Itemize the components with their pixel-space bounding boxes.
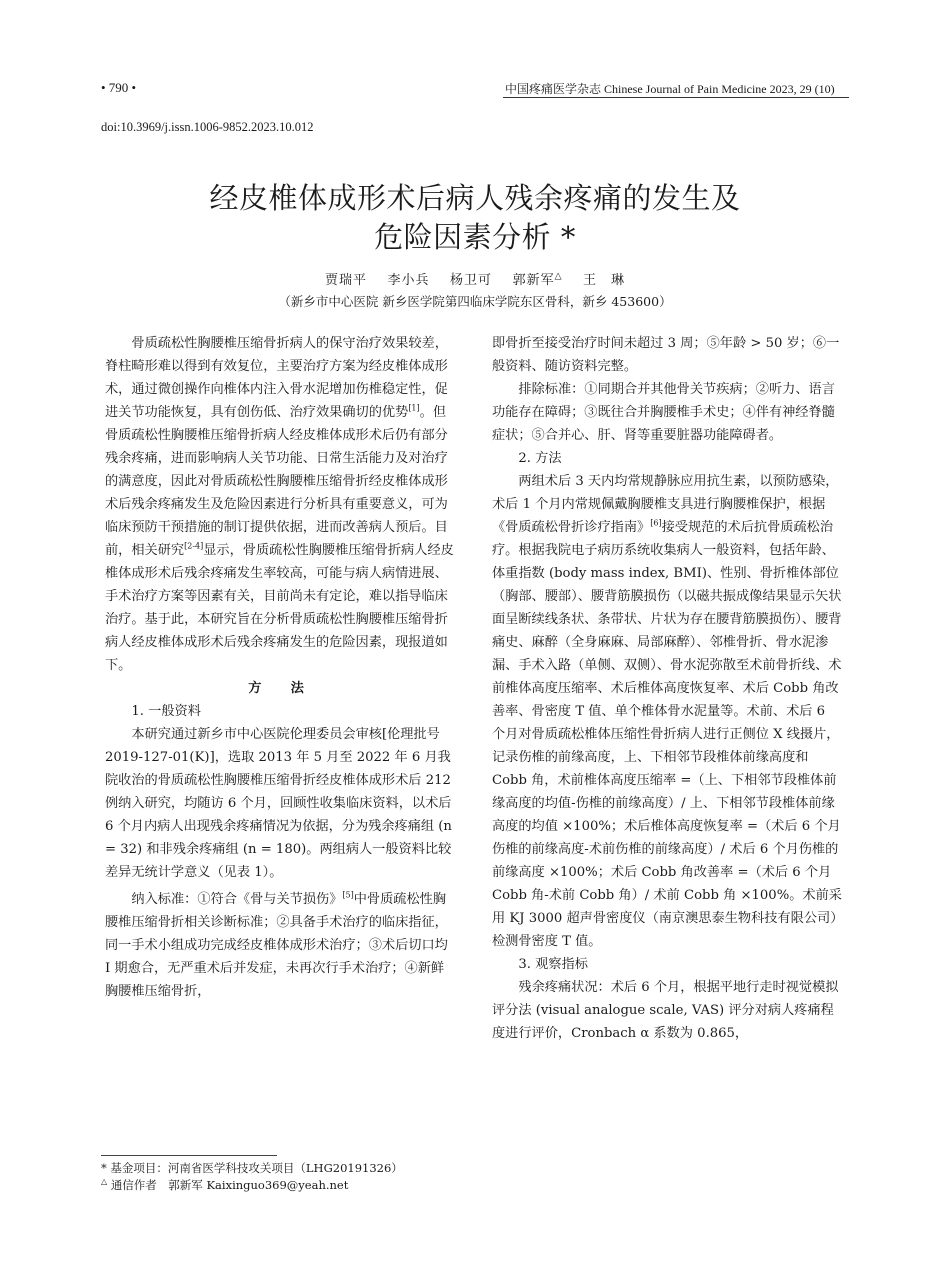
author-list xyxy=(90,269,860,288)
footnote-rule xyxy=(101,1155,277,1156)
author: 杨卫可 xyxy=(450,273,493,288)
subsection-heading-methods: 2. 方法 xyxy=(518,451,562,466)
header-rule xyxy=(503,97,849,98)
author: 王 琳 xyxy=(583,273,626,288)
citation[interactable]: [1] xyxy=(408,403,420,413)
general-data-paragraph: 本研究通过新乡市中心医院伦理委员会审核[伦理批号 2019-127-01(K)]，选取 2013 年 5 月至 2022 年 6 月我院收治的骨质疏松性胸腰椎压缩骨折经皮椎体成形术后 212 例纳入研究，均随访 6 个月，回顾性收集临床资料，以术后 6 个月内病人出现残余疼痛情况为依据，分为残余疼痛组 (n = 32) 和非残余疼痛组 (n = 180)。两组病人一般资料比较差异无统计学意义（见表 1）。 xyxy=(105,727,452,880)
author: 郭新军 xyxy=(512,273,555,288)
affiliation: （新乡市中心医院 新乡医学院第四临床学院东区骨科，新乡 453600） xyxy=(278,294,672,309)
left-column xyxy=(105,332,455,1003)
intro-paragraph: 骨质疏松性胸腰椎压缩骨折病人的保守治疗效果较差，脊柱畸形难以得到有效复位，主要治疗方案为经皮椎体成形术，通过微创操作向椎体内注入骨水泥增加伤椎稳定性，促进关节功能恢复，具有创伤低、治疗效果确切的优势[1]。但骨质疏松性胸腰椎压缩骨折病人经皮椎体成形术后仍有部分残余疼痛，进而影响病人关节功能、日常生活能力及对治疗的满意度，因此对骨质疏松性胸腰椎压缩骨折经皮椎体成形术后残余疼痛发生及危险因素进行分析具有重要意义，可为临床预防干预措施的制订提供依据，进而改善病人预后。目前，相关研究[2-4]显示，骨质疏松性胸腰椎压缩骨折病人经皮椎体成形术后残余疼痛发生率较高，可能与病人病情进展、手术治疗方案等因素有关，目前尚未有定论，难以指导临床治疗。基于此，本研究旨在分析骨质疏松性胸腰椎压缩骨折病人经皮椎体成形术后残余疼痛发生的危险因素，现报道如下。 xyxy=(105,336,454,673)
article-title-line-1: 经皮椎体成形术后病人残余疼痛的发生及 xyxy=(209,181,741,215)
author: 贾瑞平 xyxy=(324,273,367,288)
page-number: • 790 • xyxy=(101,80,137,95)
inclusion-criteria-continued: 即骨折至接受治疗时间未超过 3 周；⑤年龄 > 50 岁；⑥一般资料、随访资料完整。 xyxy=(492,336,840,374)
right-column xyxy=(492,332,842,1045)
methods-paragraph: 两组术后 3 天内均常规静脉应用抗生素，以预防感染，术后 1 个月内常规佩戴胸腰椎支具进行胸腰椎保护，根据《骨质疏松骨折诊疗指南》[6]接受规范的术后抗骨质疏松治疗。根据我院电子病历系统收集病人一般资料，包括年龄、体重指数 (body mass index, BMI)、性别、骨折椎体部位（胸部、腰部）、腰背筋膜损伤（以磁共振成像结果显示矢状面呈断续线条状、条带状、片状为存在腰背筋膜损伤）、腰背痛史、麻醉（全身麻麻、局部麻醉）、邻椎骨折、骨水泥渗漏、手术入路（单侧、双侧）、骨水泥弥散至术前骨折线、术前椎体高度压缩率、术后椎体高度恢复率、术后 Cobb 角改善率、骨密度 T 值、单个椎体骨水泥量等。术前、术后 6 个月对骨质疏松椎体压缩性骨折病人进行正侧位 X 线摄片，记录伤椎的前缘高度，上、下相邻节段椎体前缘高度和 Cobb 角，术前椎体高度压缩率 =（上、下相邻节段椎体前缘高度的均值-伤椎的前缘高度）/ 上、下相邻节段椎体前缘高度的均值 ×100%；术后椎体高度恢复率 =（术后 6 个月伤椎的前缘高度-术前伤椎的前缘高度）/ 术后 6 个月伤椎的前缘高度 ×100%；术后 Cobb 角改善率 =（术后 6 个月 Cobb 角-术前 Cobb 角）/ 术前 Cobb 角 ×100%。术前采用 KJ 3000 超声骨密度仪（南京澳思泰生物科技有限公司）检测骨密度 T 值。 xyxy=(492,474,842,949)
subsection-heading-observation: 3. 观察指标 xyxy=(518,957,588,972)
citation[interactable]: [2-4] xyxy=(184,541,204,551)
funding-footnote: * 基金项目：河南省医学科技攻关项目（LHG20191326） xyxy=(101,1161,403,1175)
inclusion-criteria: 纳入标准：①符合《骨与关节损伤》[5]中骨质疏松性胸腰椎压缩骨折相关诊断标准；②具备手术治疗的临床指征，同一手术小组成功完成经皮椎体成形术治疗；③术后切口均 I 期愈合，无严重术后并发症，未再次行手术治疗；④新鲜胸腰椎压缩骨折， xyxy=(105,890,448,999)
exclusion-criteria: 排除标准：①同期合并其他骨关节疾病；②听力、语言功能存在障碍；③既往合并胸腰椎手术史；④伴有神经脊髓症状；⑤合并心、肝、肾等重要脏器功能障碍者。 xyxy=(492,382,835,443)
doi[interactable]: doi:10.3969/j.issn.1006-9852.2023.10.012 xyxy=(101,120,314,134)
corresponding-mark: △ xyxy=(101,1177,108,1187)
author: 李小兵 xyxy=(387,273,430,288)
citation[interactable]: [6] xyxy=(650,518,662,528)
methods-heading: 方 法 xyxy=(248,681,312,696)
article-title-line-2: 危险因素分析 * xyxy=(374,220,576,254)
subsection-heading-general: 1. 一般资料 xyxy=(131,704,201,719)
correspondence-footnote: △ 通信作者 郭新军 Kaixinguo369@yeah.net xyxy=(101,1177,349,1192)
citation[interactable]: [5] xyxy=(342,890,354,900)
observation-paragraph: 残余疼痛状况：术后 6 个月，根据平地行走时视觉模拟评分法 (visual analogue scale, VAS) 评分对病人疼痛程度进行评价，Cronbach α 系数为 0.865， xyxy=(492,980,839,1041)
corresponding-mark: △ xyxy=(554,271,563,282)
journal-header: 中国疼痛医学杂志 Chinese Journal of Pain Medicine 2023, 29 (10) xyxy=(505,82,835,96)
